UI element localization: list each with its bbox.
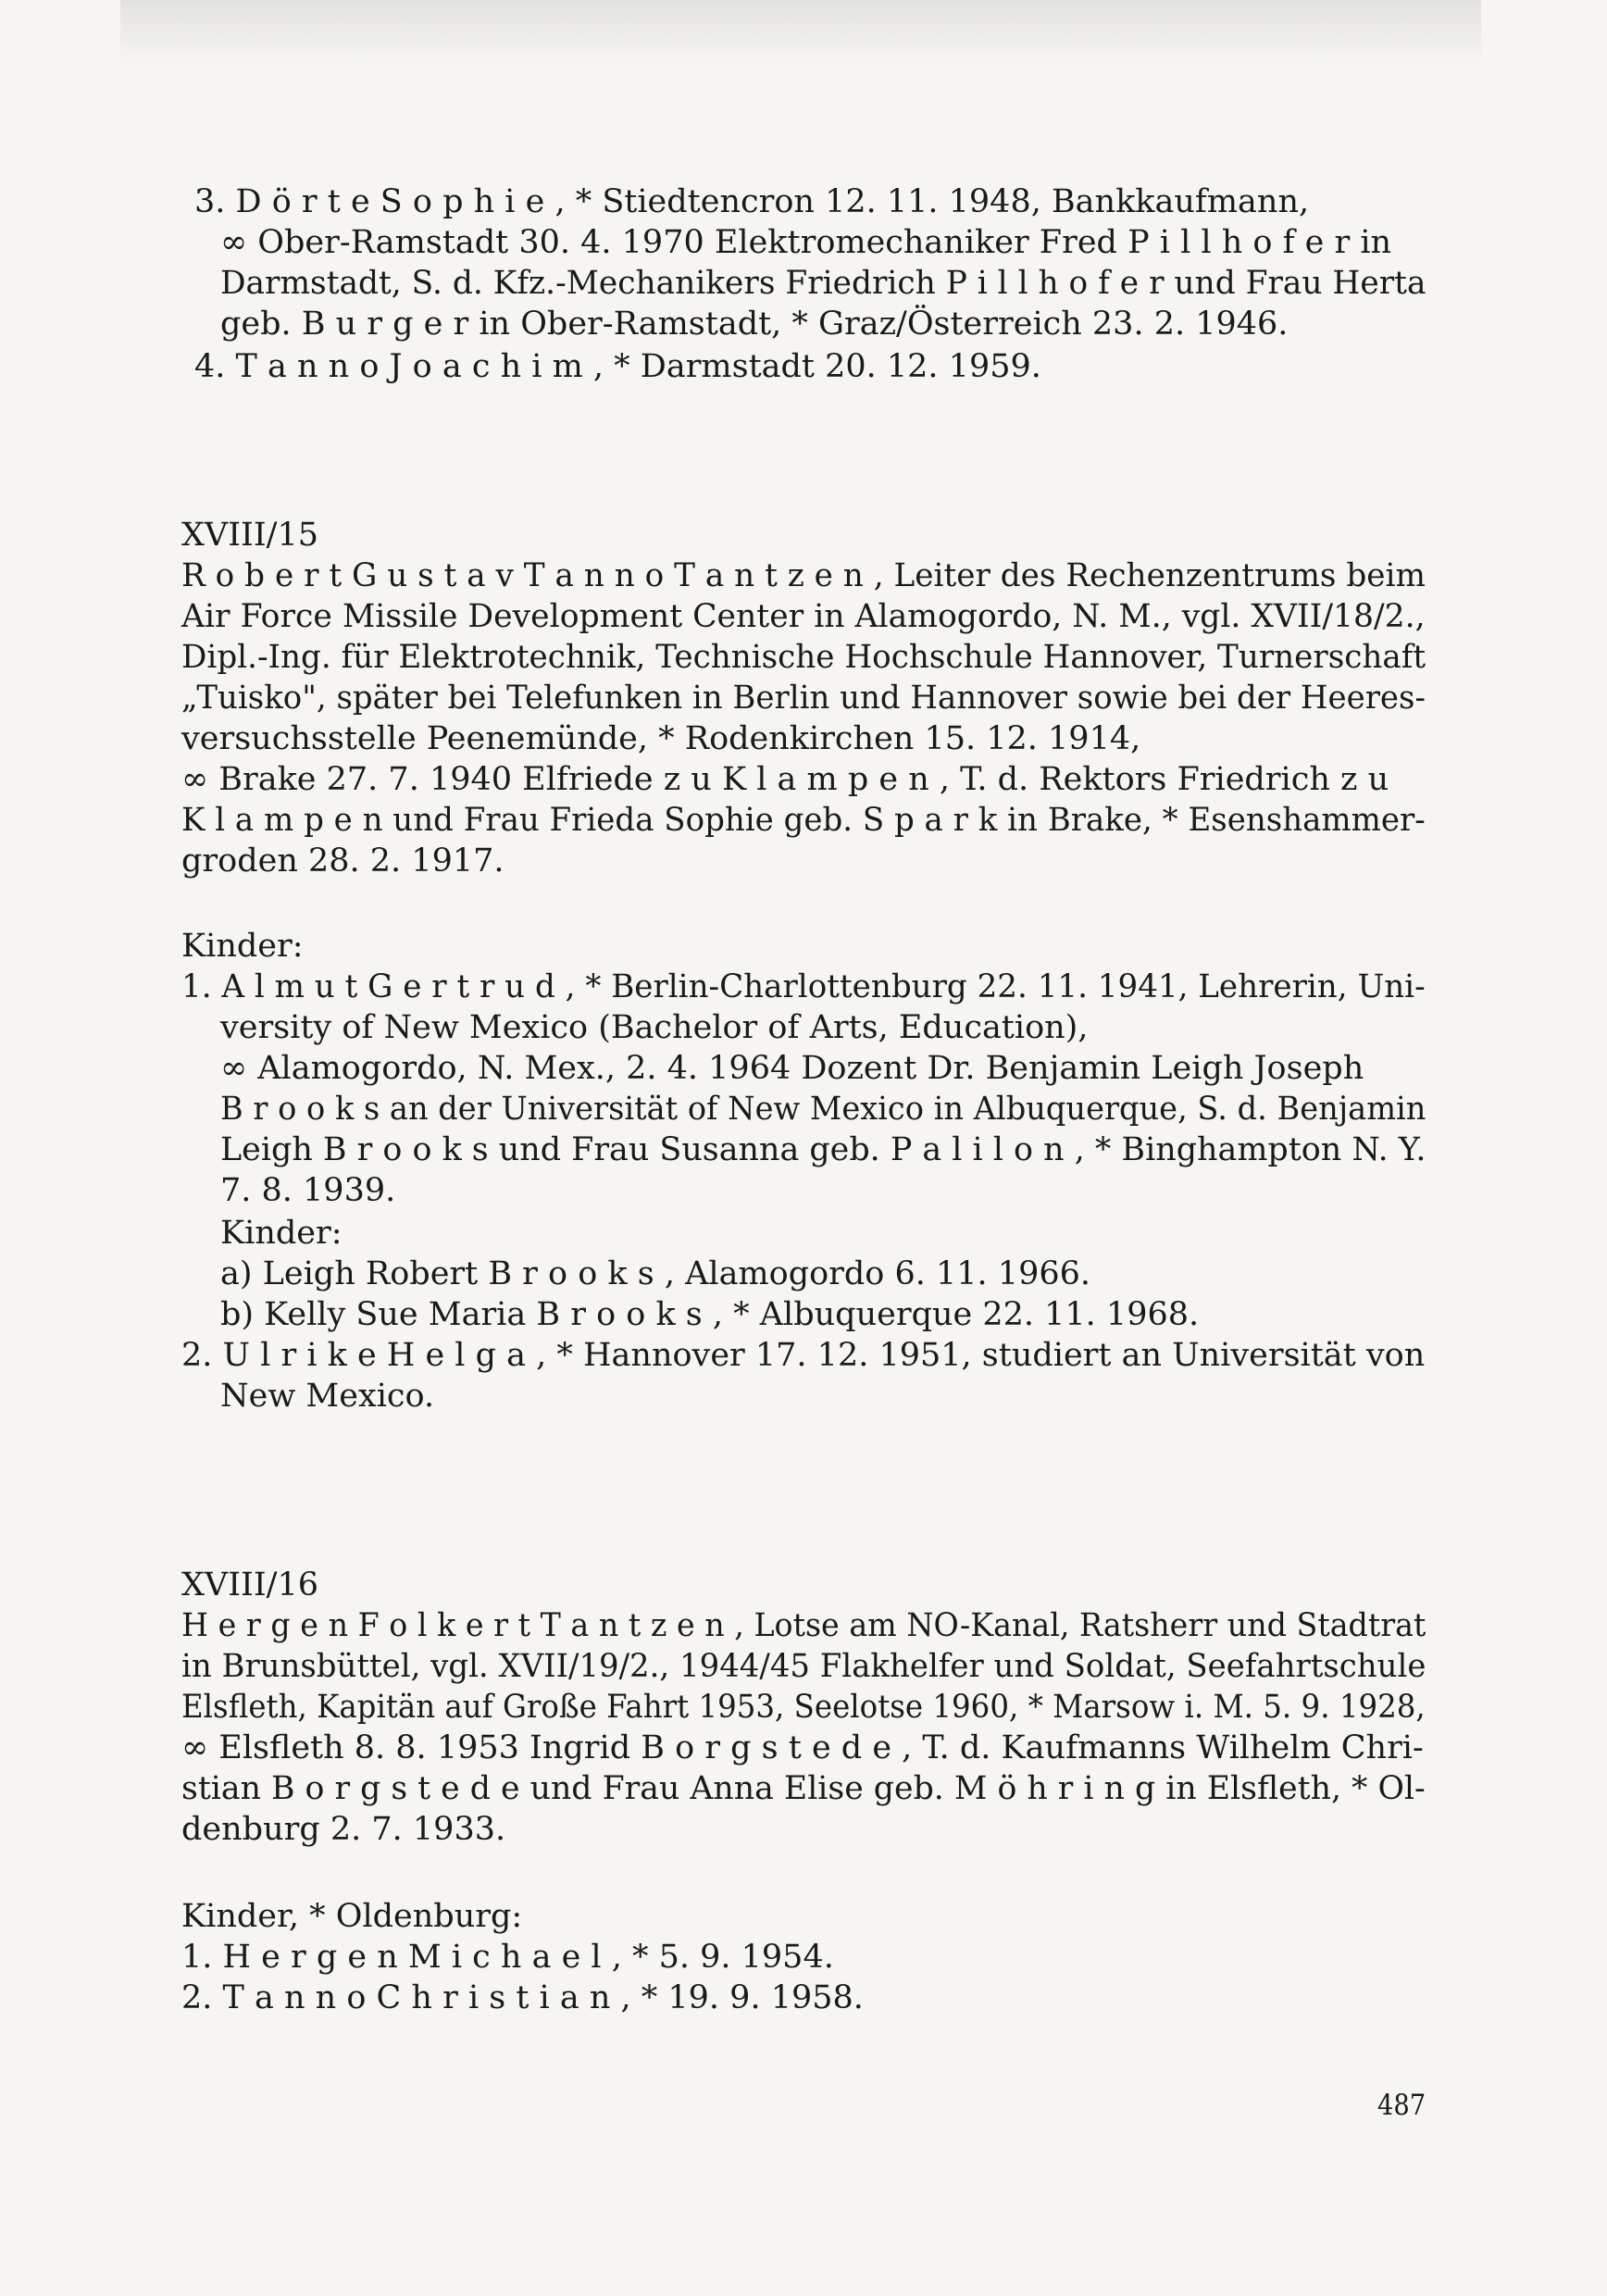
section-heading: XVIII/16	[181, 1566, 318, 1603]
text-line: K l a m p e n und Frau Frieda Sophie geb. S p a r k in Brake, * Esenshammer-	[181, 802, 1426, 839]
text-line: Darmstadt, S. d. Kfz.-Mechanikers Friedrich P i l l h o f e r und Frau Herta	[220, 265, 1426, 302]
scan-top-shadow	[120, 0, 1481, 65]
text-line: Elsfleth, Kapitän auf Große Fahrt 1953, Seelotse 1960, * Marsow i. M. 5. 9. 1928,	[181, 1689, 1426, 1726]
text-line: 2. T a n n o C h r i s t i a n , * 19. 9. 1958.	[181, 1979, 864, 2016]
section-heading: XVIII/15	[181, 517, 318, 554]
text-line: R o b e r t G u s t a v T a n n o T a n t z e n , Leiter des Rechenzentrums beim	[181, 557, 1426, 594]
text-line: 4. T a n n o J o a c h i m , * Darmstadt 20. 12. 1959.	[194, 348, 1041, 385]
text-line: 2. U l r i k e H e l g a , * Hannover 17. 12. 1951, studiert an Universität von	[181, 1337, 1426, 1374]
text-line: ∞ Elsfleth 8. 8. 1953 Ingrid B o r g s t e d e , T. d. Kaufmanns Wilhelm Chri-	[181, 1729, 1424, 1766]
text-line: 1. A l m u t G e r t r u d , * Berlin-Charlottenburg 22. 11. 1941, Lehrerin, Uni-	[181, 968, 1426, 1005]
text-line: 1. H e r g e n M i c h a e l , * 5. 9. 1954.	[181, 1939, 834, 1976]
text-line: Air Force Missile Development Center in Alamogordo, N. M., vgl. XVII/18/2.,	[181, 598, 1426, 635]
page-number: 487	[1377, 2089, 1426, 2122]
text-line: Kinder:	[181, 928, 304, 965]
text-line: denburg 2. 7. 1933.	[181, 1811, 506, 1848]
text-line: B r o o k s an der Universität of New Mexico in Albuquerque, S. d. Benjamin	[220, 1091, 1426, 1128]
text-line: 7. 8. 1939.	[220, 1172, 396, 1209]
text-line: versity of New Mexico (Bachelor of Arts, Education),	[220, 1009, 1089, 1046]
text-line: Dipl.-Ing. für Elektrotechnik, Technische Hochschule Hannover, Turnerschaft	[181, 639, 1426, 676]
text-line: ∞ Alamogordo, N. Mex., 2. 4. 1964 Dozent Dr. Benjamin Leigh Joseph	[220, 1050, 1364, 1087]
text-line: Leigh B r o o k s und Frau Susanna geb. P a l i l o n , * Binghampton N. Y.	[220, 1131, 1426, 1168]
text-line: ∞ Ober-Ramstadt 30. 4. 1970 Elektromechaniker Fred P i l l h o f e r in	[220, 224, 1392, 261]
text-line: ∞ Brake 27. 7. 1940 Elfriede z u K l a m p e n , T. d. Rektors Friedrich z u	[181, 761, 1389, 798]
text-line: versuchsstelle Peenemünde, * Rodenkirchen 15. 12. 1914,	[181, 720, 1141, 757]
text-line: b) Kelly Sue Maria B r o o k s , * Albuquerque 22. 11. 1968.	[220, 1296, 1200, 1333]
text-line: geb. B u r g e r in Ober-Ramstadt, * Graz/Österreich 23. 2. 1946.	[220, 306, 1289, 343]
text-line: a) Leigh Robert B r o o k s , Alamogordo 6. 11. 1966.	[220, 1255, 1091, 1292]
text-line: New Mexico.	[220, 1378, 435, 1415]
text-line: „Tuisko", später bei Telefunken in Berlin und Hannover sowie bei der Heeres-	[181, 680, 1426, 717]
text-line: Kinder, * Oldenburg:	[181, 1898, 523, 1935]
text-line: in Brunsbüttel, vgl. XVII/19/2., 1944/45 Flakhelfer und Soldat, Seefahrtschule	[181, 1648, 1426, 1685]
text-line: 3. D ö r t e S o p h i e , * Stiedtencron 12. 11. 1948, Bankkaufmann,	[194, 183, 1310, 220]
text-line: Kinder:	[220, 1215, 343, 1252]
text-line: stian B o r g s t e d e und Frau Anna Elise geb. M ö h r i n g in Elsfleth, * Ol-	[181, 1770, 1426, 1807]
text-line: groden 28. 2. 1917.	[181, 842, 505, 880]
text-line: H e r g e n F o l k e r t T a n t z e n , Lotse am NO-Kanal, Ratsherr und Stadtrat	[181, 1607, 1426, 1644]
